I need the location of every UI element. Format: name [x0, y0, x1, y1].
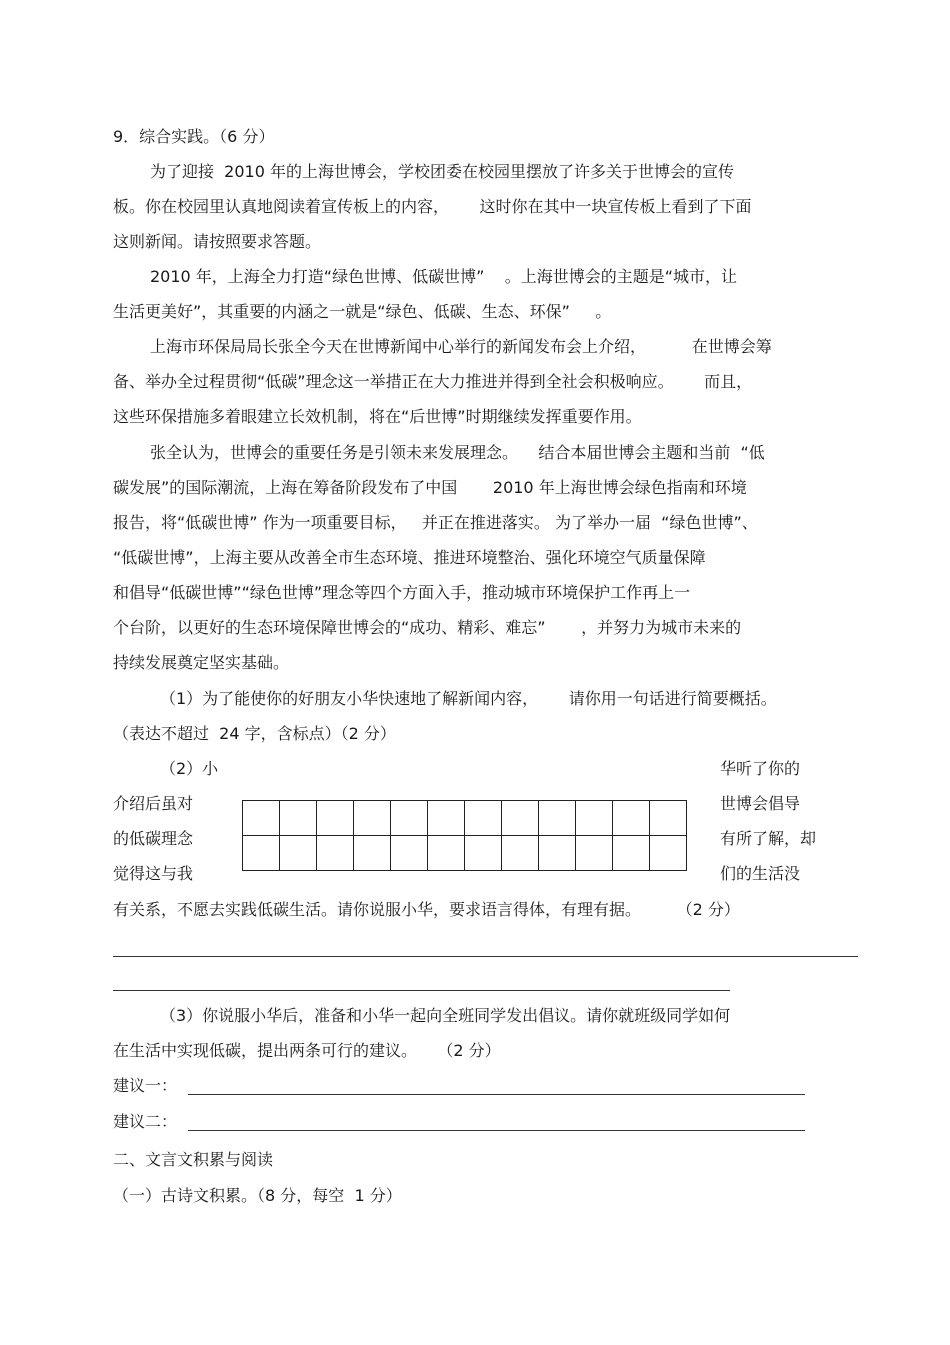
- grid-cell[interactable]: [428, 836, 465, 871]
- text-line: 有所了解，却: [720, 829, 817, 848]
- grid-cell[interactable]: [280, 801, 317, 836]
- text-line: 个台阶，以更好的生态环境保障世博会的“成功、精彩、难忘” ，并努力为城市未来的: [113, 618, 742, 637]
- text-line: （3）你说服小华后，准备和小华一起向全班同学发出倡议。请你就班级同学如何: [160, 1006, 731, 1025]
- grid-cell[interactable]: [280, 836, 317, 871]
- text-line: 持续发展奠定坚实基础。: [113, 653, 290, 672]
- answer-line[interactable]: [113, 990, 730, 991]
- grid-row: [243, 836, 687, 871]
- text-line: 碳发展”的国际潮流，上海在筹备阶段发布了中国 2010 年上海世博会绿色指南和环境: [113, 478, 747, 497]
- text-line: 华听了你的: [720, 759, 801, 778]
- suggestion-1-label: 建议一：: [113, 1076, 178, 1095]
- grid-row: [243, 801, 687, 836]
- grid-cell[interactable]: [650, 836, 687, 871]
- grid-cell[interactable]: [539, 801, 576, 836]
- text-line: 世博会倡导: [720, 794, 801, 813]
- text-line: 这些环保措施多着眼建立长效机制，将在“后世博”时期继续发挥重要作用。: [113, 407, 642, 426]
- text-line: 介绍后虽对: [113, 794, 194, 813]
- answer-grid: [242, 800, 687, 871]
- grid-cell[interactable]: [576, 836, 613, 871]
- text-line: 为了迎接 2010 年的上海世博会，学校团委在校园里摆放了许多关于世博会的宣传: [150, 162, 734, 181]
- text-line: 在生活中实现低碳，提出两条可行的建议。 （2 分）: [113, 1041, 501, 1060]
- grid-cell[interactable]: [243, 836, 280, 871]
- text-line: 生活更美好”，其重要的内涵之一就是“绿色、低碳、生态、环保” 。: [113, 302, 612, 321]
- grid-cell[interactable]: [354, 801, 391, 836]
- text-line: 2010 年，上海全力打造“绿色世博、低碳世博” 。上海世博会的主题是“城市，让: [150, 267, 738, 286]
- grid-cell[interactable]: [317, 836, 354, 871]
- text-line: （1）为了能使你的好朋友小华快速地了解新闻内容， 请你用一句话进行简要概括。: [160, 689, 777, 708]
- section-title: 二、文言文积累与阅读: [113, 1150, 274, 1169]
- grid-cell[interactable]: [650, 801, 687, 836]
- text-line: 这则新闻。请按照要求答题。: [113, 232, 322, 251]
- section-sub-title: （一）古诗文积累。（8 分，每空 1 分）: [113, 1186, 402, 1205]
- grid-cell[interactable]: [243, 801, 280, 836]
- text-line: （2）小: [160, 759, 219, 778]
- grid-cell[interactable]: [317, 801, 354, 836]
- text-line: “低碳世博”，上海主要从改善全市生态环境、推进环境整治、强化环境空气质量保障: [113, 548, 706, 567]
- grid-cell[interactable]: [576, 801, 613, 836]
- grid-cell[interactable]: [502, 836, 539, 871]
- text-line: 的低碳理念: [113, 829, 194, 848]
- grid-cell[interactable]: [613, 801, 650, 836]
- text-line: 板。你在校园里认真地阅读着宣传板上的内容， 这时你在其中一块宣传板上看到了下面: [113, 197, 752, 216]
- grid-cell[interactable]: [502, 801, 539, 836]
- grid-cell[interactable]: [613, 836, 650, 871]
- grid-cell[interactable]: [539, 836, 576, 871]
- text-line: 报告，将“低碳世博” 作为一项重要目标， 并正在推进落实。 为了举办一届 “绿色世博”、: [113, 513, 758, 532]
- suggestion-2-line[interactable]: [188, 1130, 805, 1131]
- text-line: （表达不超过 24 字，含标点）（2 分）: [113, 724, 396, 743]
- grid-cell[interactable]: [465, 801, 502, 836]
- suggestion-1-line[interactable]: [188, 1094, 805, 1095]
- text-line: 和倡导“低碳世博”“绿色世博”理念等四个方面入手，推动城市环境保护工作再上一: [113, 583, 691, 602]
- text-line: 备、举办全过程贯彻“低碳”理念这一举措正在大力推进并得到全社会积极响应。 而且，: [113, 372, 753, 391]
- suggestion-2-label: 建议二：: [113, 1112, 178, 1131]
- text-line: 上海市环保局局长张全今天在世博新闻中心举行的新闻发布会上介绍， 在世博会筹: [150, 337, 772, 356]
- answer-line[interactable]: [113, 956, 858, 957]
- text-line: 张全认为，世博会的重要任务是引领未来发展理念。 结合本届世博会主题和当前 “低: [150, 443, 765, 462]
- question-title: 9．综合实践。（6 分）: [113, 127, 275, 146]
- text-line: 有关系，不愿去实践低碳生活。请你说服小华，要求语言得体，有理有据。 （2 分）: [113, 900, 740, 919]
- grid-cell[interactable]: [391, 801, 428, 836]
- grid-cell[interactable]: [428, 801, 465, 836]
- grid-cell[interactable]: [391, 836, 428, 871]
- grid-cell[interactable]: [354, 836, 391, 871]
- text-line: 觉得这与我: [113, 864, 194, 883]
- grid-cell[interactable]: [465, 836, 502, 871]
- text-line: 们的生活没: [720, 864, 801, 883]
